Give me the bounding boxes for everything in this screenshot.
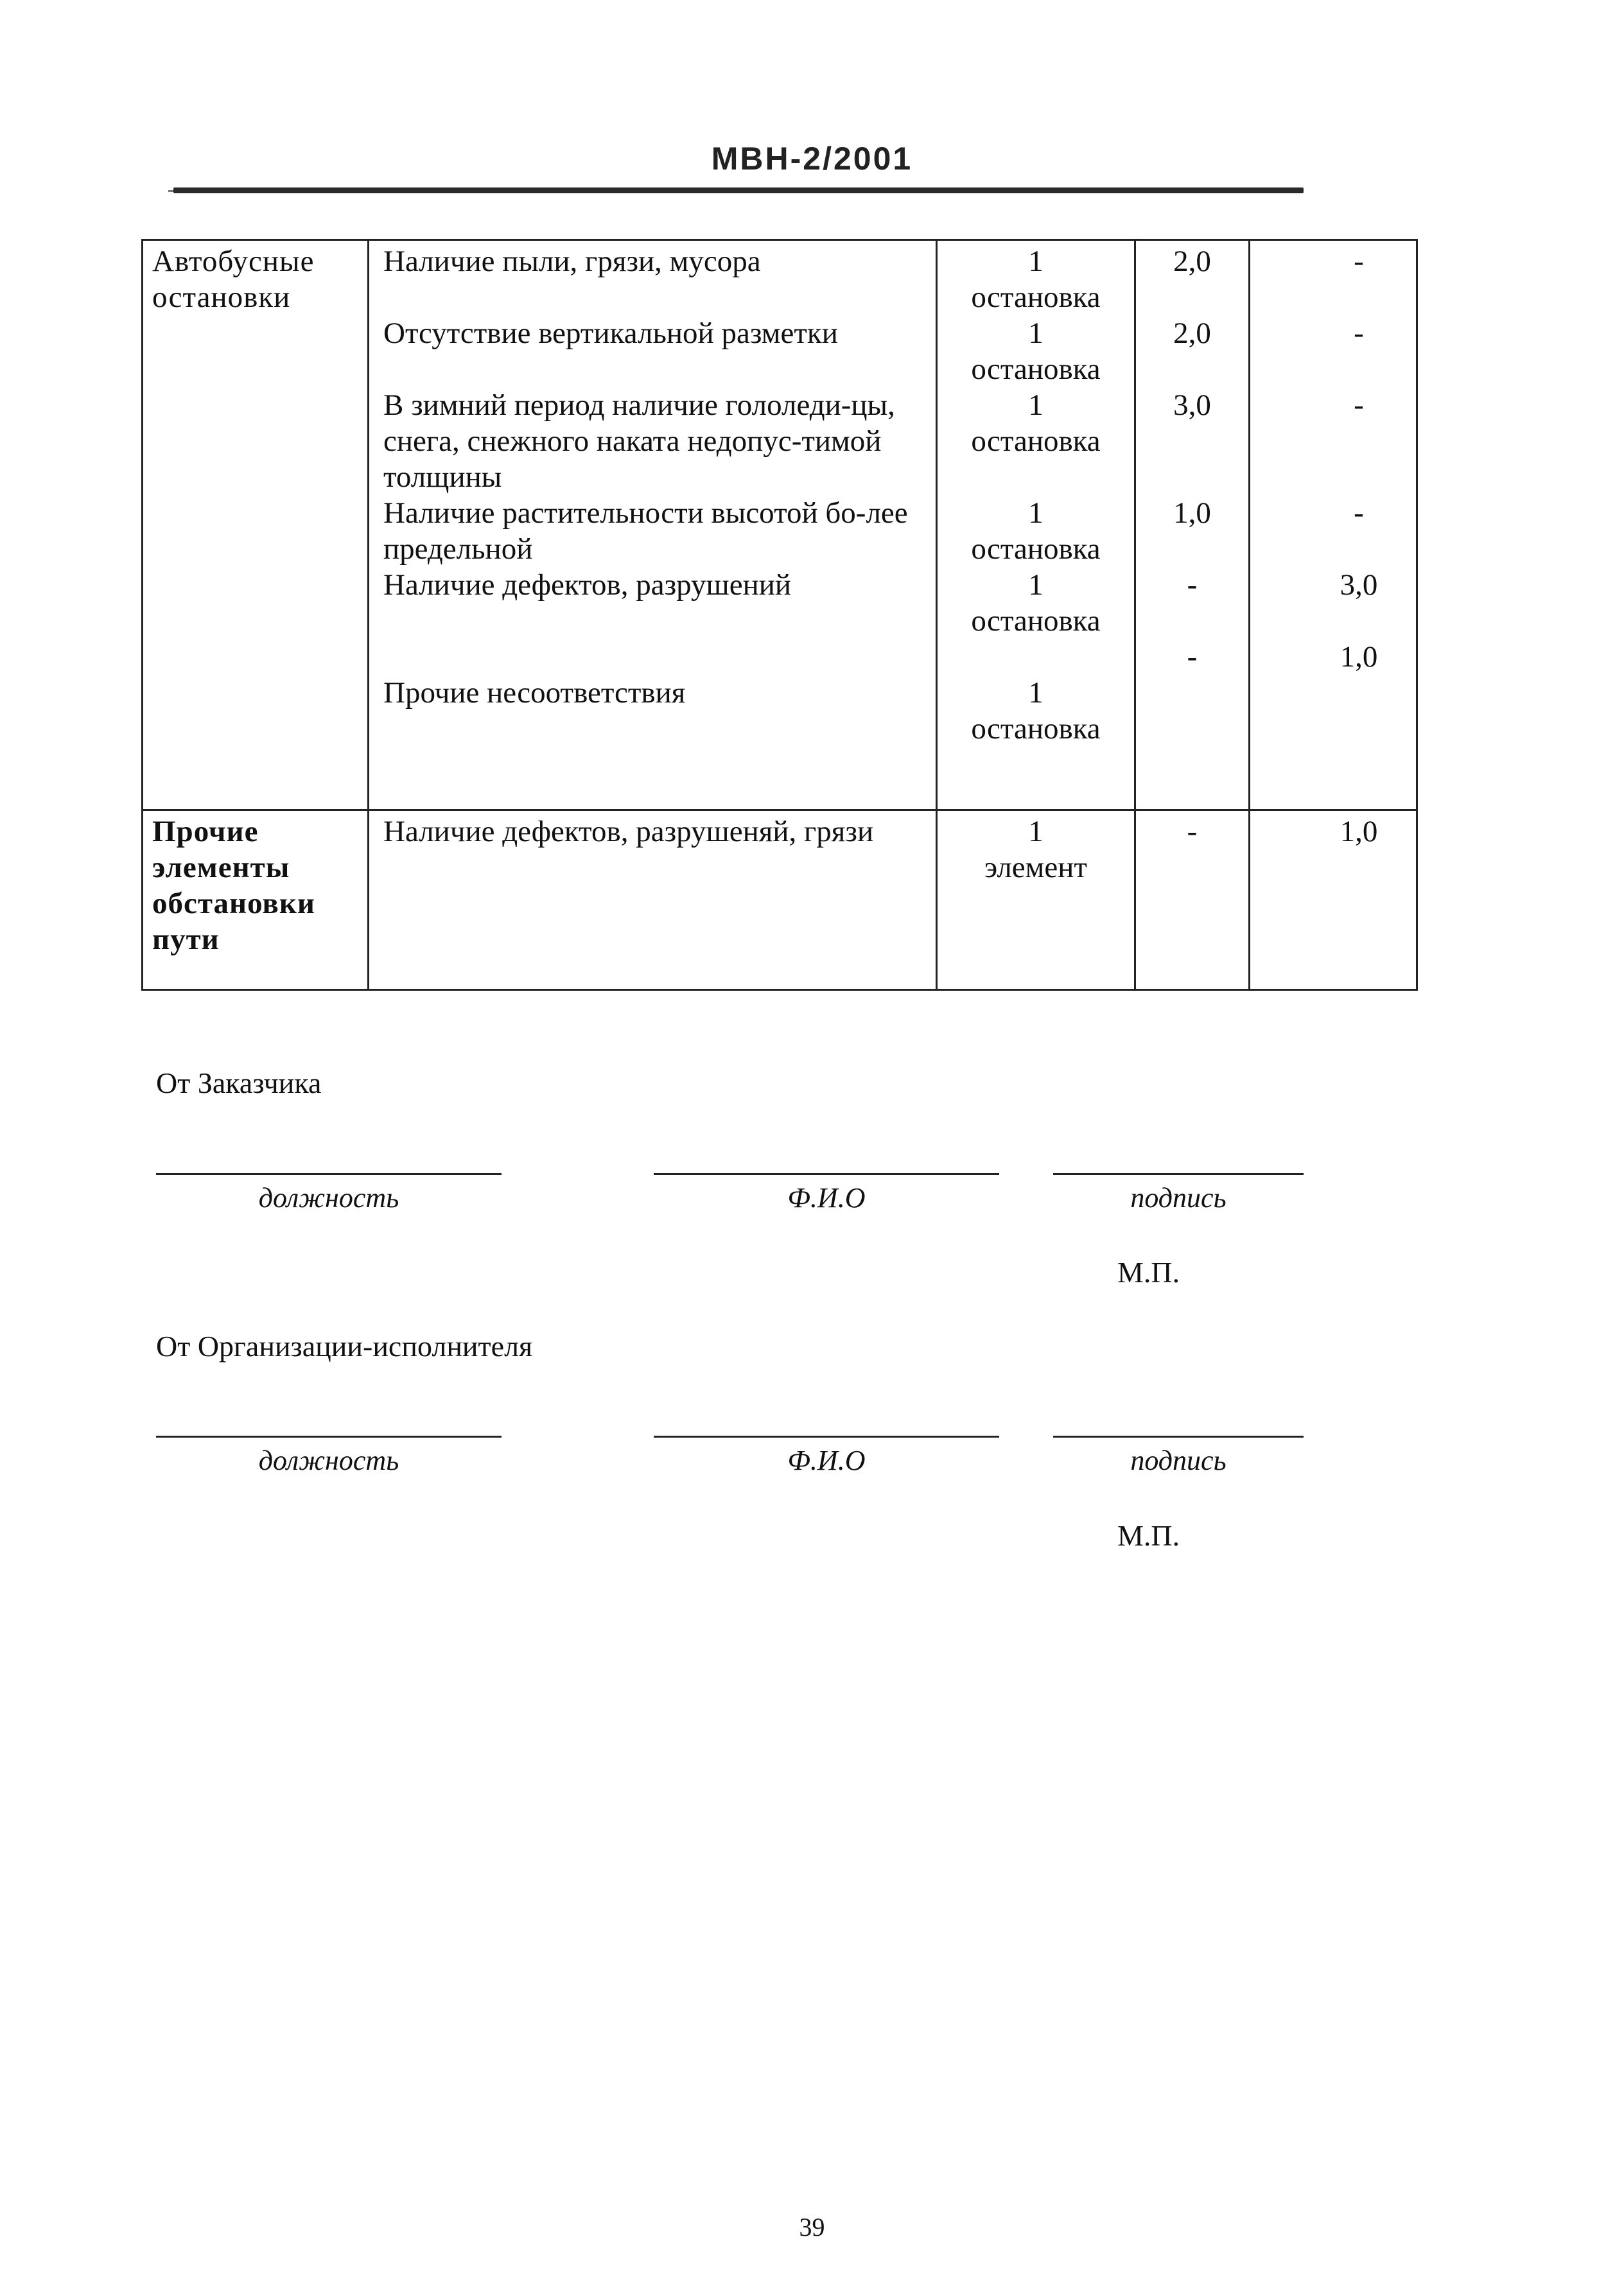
contractor-stamp: М.П. <box>1117 1519 1180 1552</box>
value-cell: - <box>1354 388 1364 422</box>
section-name <box>143 240 369 810</box>
contractor-signature-caption: подпись <box>1130 1445 1227 1476</box>
customer-name-caption: Ф.И.О <box>787 1182 866 1214</box>
value-cell: - <box>1354 317 1364 350</box>
norms-table <box>141 239 1418 991</box>
unit-name: остановка <box>971 604 1101 638</box>
unit-cell <box>938 492 1134 564</box>
value-cell: 3,0 <box>1340 568 1378 602</box>
table-section-bus-stops <box>143 240 1417 810</box>
unit-name: остановка <box>971 353 1101 386</box>
section-name-text: Прочие элементы обстановки пути <box>152 815 315 956</box>
table-row-description: Прочие несоответствия <box>383 676 686 710</box>
table-row-description: Наличие пыли, грязи, мусора <box>383 245 761 278</box>
unit-qty: 1 <box>1028 496 1043 530</box>
customer-position-line[interactable] <box>156 1173 502 1175</box>
unit-qty: 1 <box>1028 568 1043 602</box>
section-name-text: Автобусные остановки <box>152 245 315 314</box>
value-cell: - <box>1187 640 1198 674</box>
customer-position-caption: должность <box>258 1182 399 1214</box>
value-cell: 1,0 <box>1340 815 1378 848</box>
value-column-1 <box>1135 240 1250 810</box>
unit-cell <box>938 241 1134 313</box>
value-cell: - <box>1354 245 1364 278</box>
unit-cell <box>938 672 1134 744</box>
contractor-position-caption: должность <box>258 1445 399 1476</box>
unit-qty: 1 <box>1028 245 1043 278</box>
unit-column <box>937 810 1135 990</box>
unit-qty: 1 <box>1028 676 1043 710</box>
customer-stamp: М.П. <box>1117 1256 1180 1289</box>
section-name <box>143 810 369 990</box>
value-cell: - <box>1354 496 1364 530</box>
value-column-2 <box>1250 240 1417 810</box>
contractor-signature-line[interactable] <box>1053 1436 1304 1438</box>
unit-name: элемент <box>984 851 1087 884</box>
customer-signature-caption: подпись <box>1130 1182 1227 1214</box>
unit-cell <box>938 313 1134 385</box>
value-column-1 <box>1135 810 1250 990</box>
value-cell: - <box>1187 815 1198 848</box>
contractor-name-caption: Ф.И.О <box>787 1445 866 1476</box>
customer-signature-line[interactable] <box>1053 1173 1304 1175</box>
unit-qty: 1 <box>1028 815 1043 848</box>
value-cell: 3,0 <box>1173 388 1211 422</box>
contractor-label: От Организации-исполнителя <box>156 1330 533 1363</box>
contractor-name-line[interactable] <box>654 1436 999 1438</box>
unit-name: остановка <box>971 424 1101 458</box>
table-row-description: В зимний период наличие гололеди-цы, снега, снежного наката недопус-тимой толщины <box>383 388 895 494</box>
header-rule <box>173 187 1304 193</box>
table-row-description: Наличие дефектов, разрушеняй, грязи <box>383 815 874 848</box>
customer-name-line[interactable] <box>654 1173 999 1175</box>
table-row-description: Наличие дефектов, разрушений <box>383 568 792 602</box>
unit-name: остановка <box>971 281 1101 314</box>
contractor-position-line[interactable] <box>156 1436 502 1438</box>
table-row-description: Наличие растительности высотой бо-лее предельной <box>383 496 908 566</box>
value-column-2 <box>1250 810 1417 990</box>
unit-name: остановка <box>971 532 1101 566</box>
value-cell: - <box>1187 568 1198 602</box>
value-cell: 2,0 <box>1173 317 1211 350</box>
value-cell: 1,0 <box>1173 496 1211 530</box>
unit-qty: 1 <box>1028 388 1043 422</box>
table-section-other-elements <box>143 810 1417 990</box>
unit-cell <box>938 811 1134 883</box>
unit-name: остановка <box>971 712 1101 745</box>
unit-cell <box>938 564 1134 672</box>
table-row-description: Отсутствие вертикальной разметки <box>383 317 838 350</box>
page-number: 39 <box>799 2213 825 2242</box>
description-column <box>369 810 937 990</box>
description-column <box>369 240 937 810</box>
value-cell: 2,0 <box>1173 245 1211 278</box>
unit-qty: 1 <box>1028 317 1043 350</box>
value-cell: 1,0 <box>1340 640 1378 674</box>
customer-label: От Заказчика <box>156 1067 322 1099</box>
document-code: МВН-2/2001 <box>711 141 913 177</box>
unit-column <box>937 240 1135 810</box>
unit-cell <box>938 385 1134 492</box>
